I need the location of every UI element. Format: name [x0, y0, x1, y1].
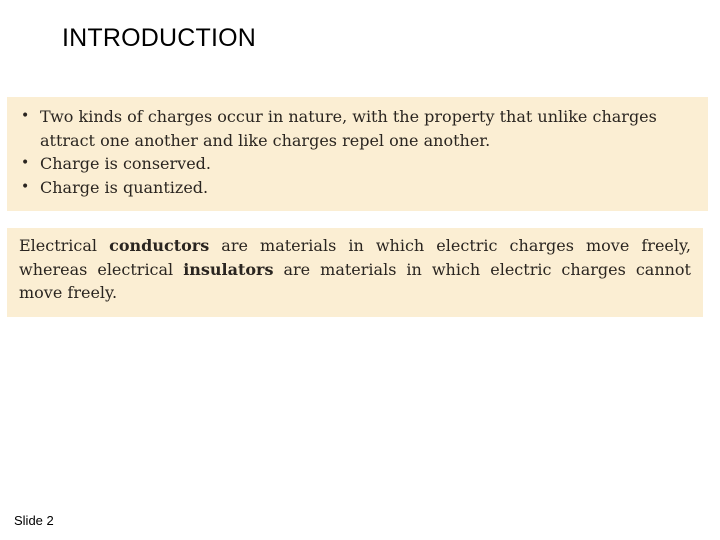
- term-conductors: conductors: [109, 236, 210, 255]
- list-item-text: Charge is quantized.: [40, 177, 209, 197]
- key-points-list: [21, 105, 698, 199]
- definition-part: Electrical: [19, 236, 110, 255]
- list-item: [21, 152, 698, 176]
- bullet-icon: •: [21, 108, 30, 124]
- list-item: [21, 176, 698, 200]
- definition-text: [19, 234, 691, 305]
- list-item: [21, 105, 698, 152]
- definition-box: [7, 228, 703, 317]
- bullet-icon: •: [21, 178, 30, 195]
- slide-number: Slide 2: [14, 513, 54, 528]
- key-points-box: [7, 97, 708, 211]
- term-insulators: insulators: [183, 259, 274, 279]
- list-item-text: Two kinds of charges occur in nature, with the property that unlike charges attract one another and like charges repel one another.: [40, 107, 657, 150]
- definition-part: are materials in which electric charges move freely, whereas electrical: [19, 236, 692, 279]
- list-item-text: Charge is conserved.: [40, 154, 212, 173]
- bullet-icon: •: [21, 155, 30, 171]
- slide-title: INTRODUCTION: [62, 24, 257, 52]
- definition-part: are materials in which electric charges cannot move freely.: [19, 259, 691, 302]
